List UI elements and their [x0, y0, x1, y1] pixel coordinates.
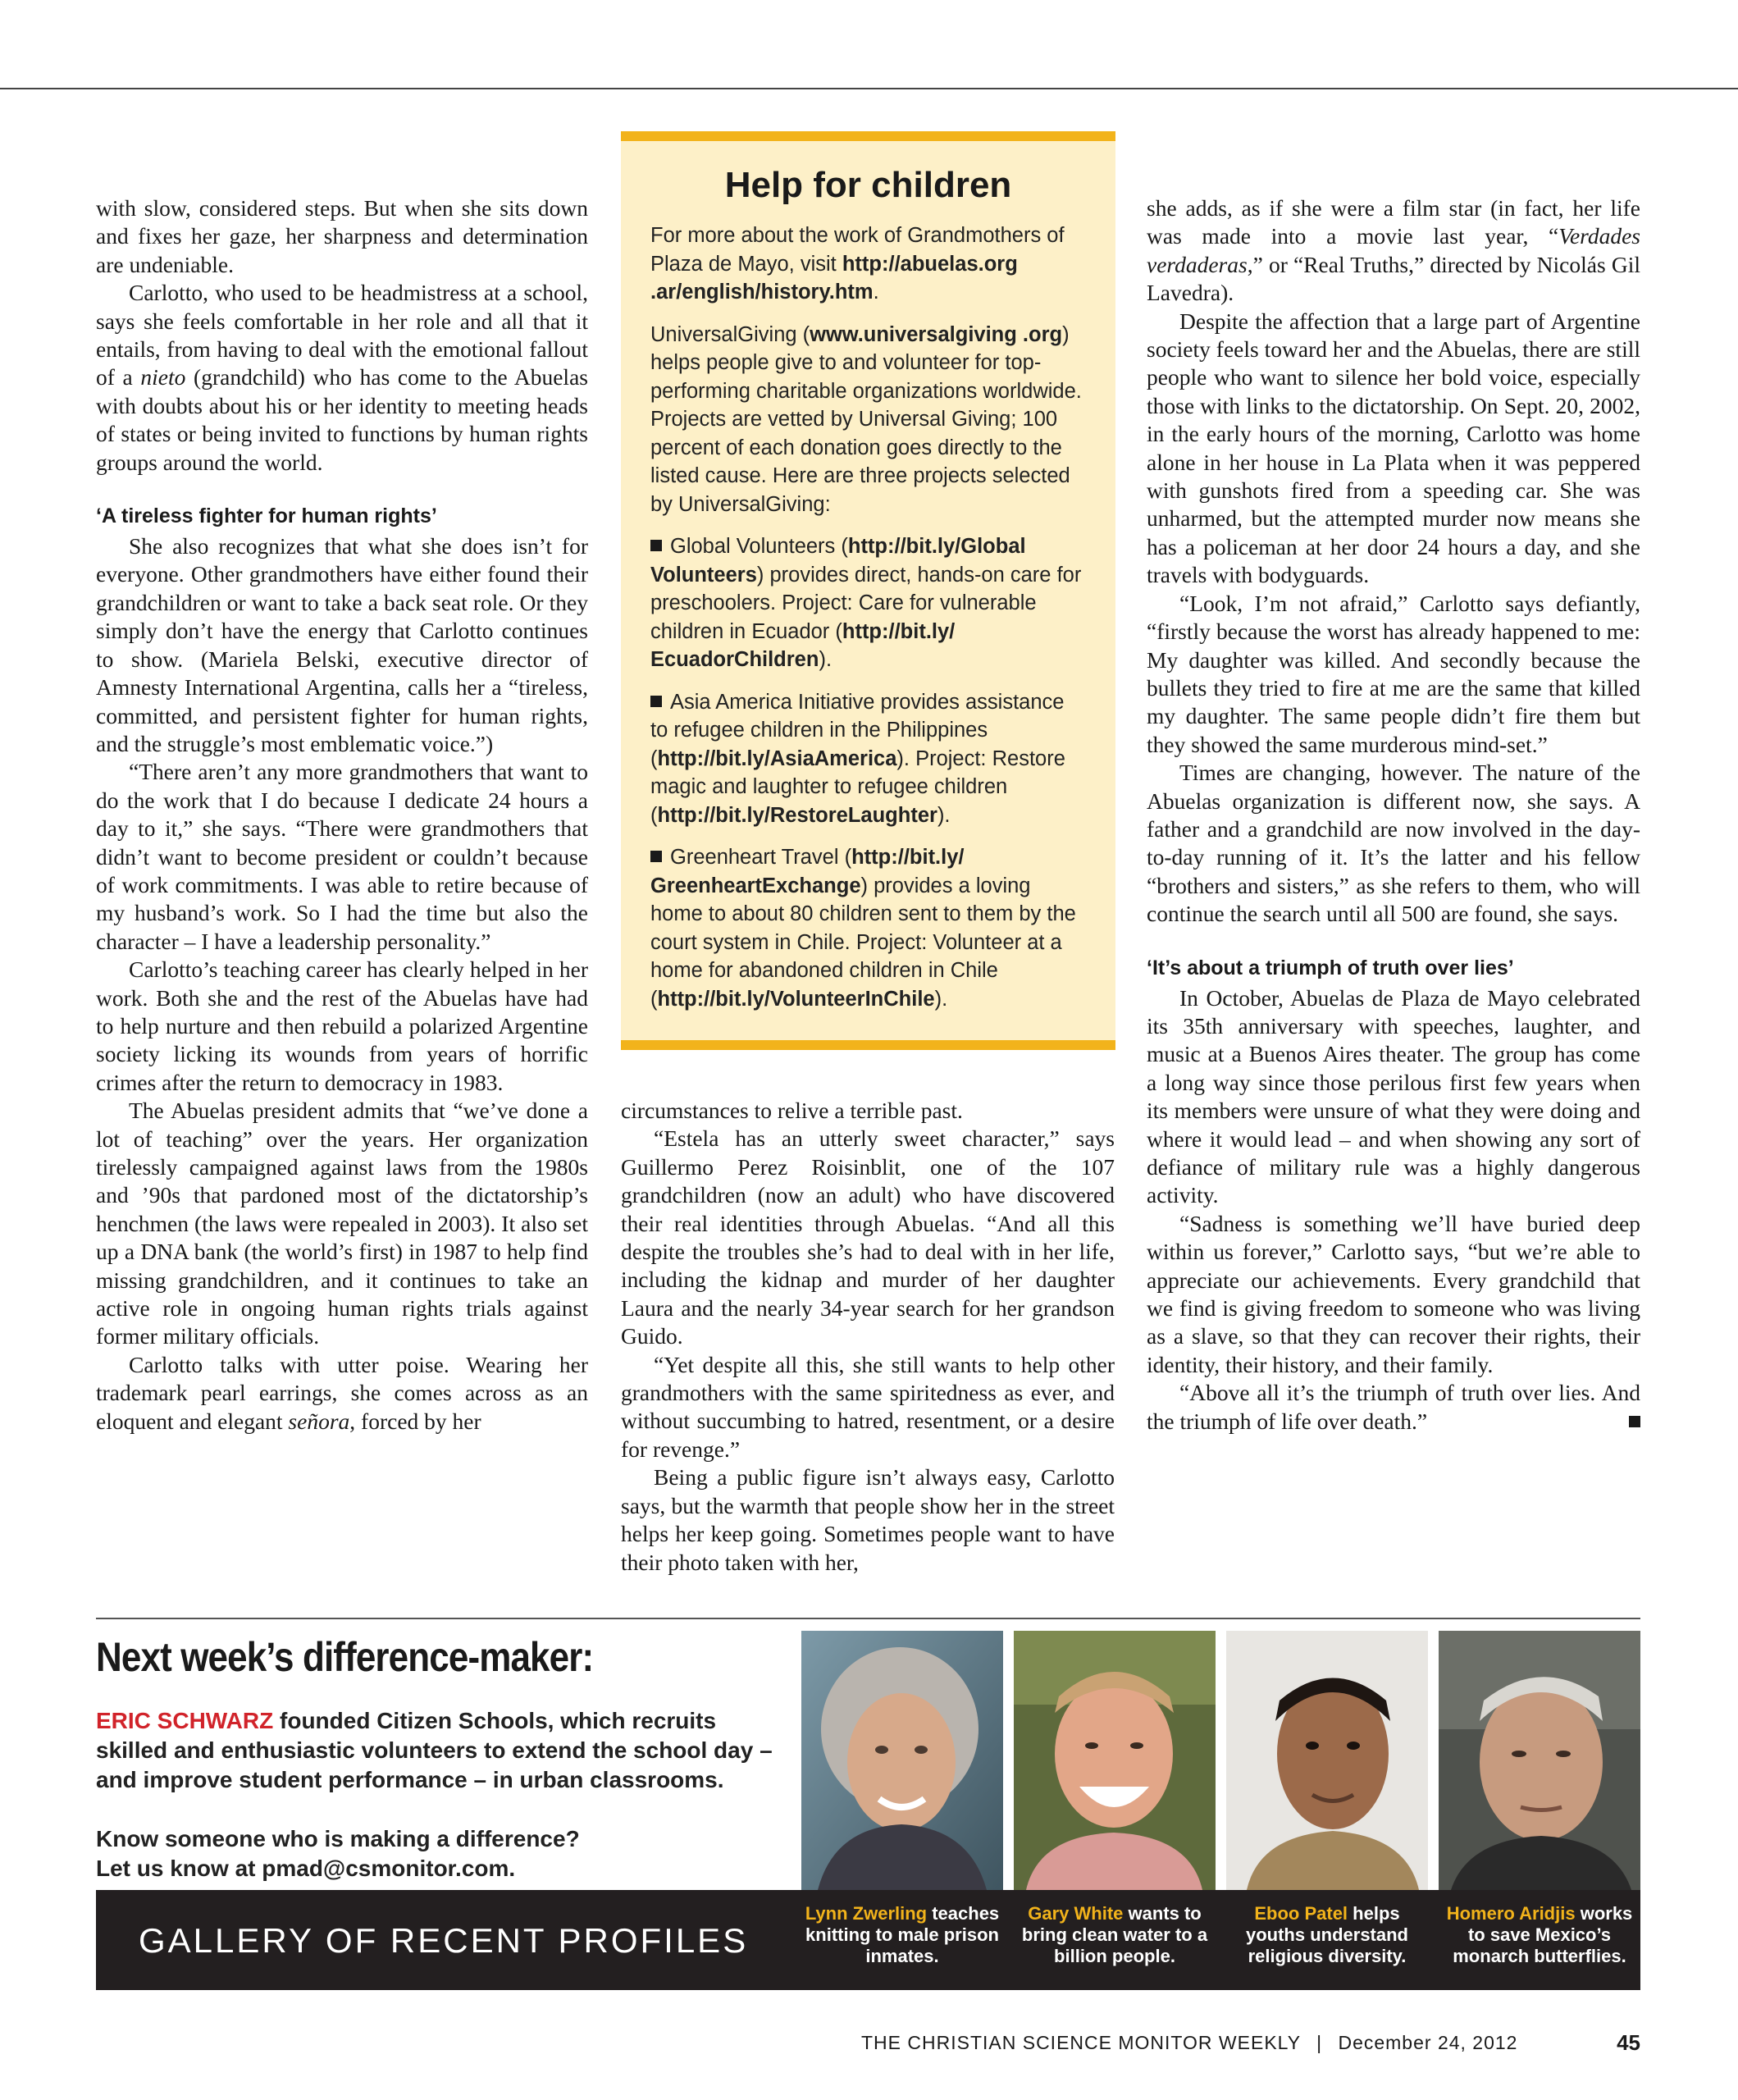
paragraph: “Yet despite all this, she still wants to help other grandmothers with the same spiritedness as ever, and without succumbing to hatred, resentment, or a desire for revenge.”: [621, 1351, 1115, 1462]
asia-america-link[interactable]: http://bit.ly/AsiaAmerica: [657, 746, 897, 770]
paragraph: Carlotto’s teaching career has clearly helped in her work. Both she and the rest of the Abuelas have had to help nurture and then rebuild a polarized Argentine society licking its wounds from years of horrific crimes after the return to democracy in 1983.: [96, 956, 588, 1095]
issue-date: December 24, 2012: [1338, 2032, 1518, 2053]
volunteer-in-chile-link[interactable]: http://bit.ly/VolunteerInChile: [657, 987, 935, 1011]
next-week-ask: Know someone who is making a difference? Let us know at pmad@csmonitor.com.: [96, 1824, 777, 1883]
article-column-3: [1147, 194, 1640, 1436]
paragraph: circumstances to relive a terrible past.: [621, 1098, 963, 1123]
section-rule: [96, 1618, 1640, 1619]
paragraph: she adds, as if she were a film star (in fact, her life was made into a movie last year, “Verdades verdaderas,” or “Real Truths,” directed by Nicolás Gil Lavedra).: [1147, 195, 1640, 306]
next-week-box: [96, 1632, 777, 1883]
publication-name: THE CHRISTIAN SCIENCE MONITOR WEEKLY: [861, 2032, 1301, 2053]
bullet-square-icon: [650, 851, 662, 862]
sidebar-paragraph: UniversalGiving (www.universalgiving .org) helps people give to and volunteer for top-performing charitable organizations worldwide. Projects are vetted by Universal Giving; 100 percent of each donation goes directly to the listed cause. Here are three projects selected by UniversalGiving:: [650, 322, 1082, 516]
gallery-banner: [96, 1890, 1640, 1990]
profile-caption[interactable]: Homero Aridjis works to save Mexico’s monarch butterflies.: [1446, 1903, 1633, 1966]
next-week-title: Next week’s difference-maker:: [96, 1634, 594, 1680]
page-number: 45: [1617, 2030, 1640, 2055]
end-mark-icon: [1629, 1416, 1640, 1427]
photo-homero-aridjis: [1439, 1631, 1640, 1890]
profile-caption[interactable]: Lynn Zwerling teaches knitting to male prison inmates.: [805, 1903, 1000, 1966]
article-column-1: [96, 194, 588, 1436]
paragraph: Despite the affection that a large part of Argentine society feels toward her and the Abuelas, there are still people who want to silence her bold voice, especially those with links to the dictatorship. On Sept. 20, 2002, in the early hours of the morning, Carlotto was home alone in her house in La Plata when it was peppered with gunshots fired from a speeding car. She was unharmed, but the attempted murder now means she has a policeman at her door 24 hours a day, and she travels with bodyguards.: [1147, 308, 1640, 588]
paragraph: Carlotto talks with utter poise. Wearing her trademark pearl earrings, she comes across as an eloquent and elegant señora, forced by her: [96, 1351, 588, 1434]
paragraph: Being a public figure isn’t always easy, Carlotto says, but the warmth that people show her in the street helps her keep going. Sometimes people want to have their photo taken with her,: [621, 1464, 1115, 1575]
profile-caption[interactable]: Gary White wants to bring clean water to a billion people.: [1021, 1903, 1208, 1966]
paragraph: The Abuelas president admits that “we’ve done a lot of teaching” over the years. Her organization tirelessly campaigned against laws from the 1980s and ’90s that pardoned most of the dictatorship’s henchmen (the laws were repealed in 2003). It also set up a DNA bank (the world’s first) in 1987 to help find missing grandchildren, and it continues to take an active role in ongoing human rights trials against former military officials.: [96, 1098, 588, 1349]
contact-email[interactable]: Let us know at pmad@csmonitor.com.: [96, 1856, 516, 1881]
global-volunteers-link[interactable]: http://bit.ly/Global Volunteers: [650, 535, 1026, 587]
photo-eboo-patel: [1226, 1631, 1428, 1890]
paragraph: “Sadness is something we’ll have buried deep within us forever,” Carlotto says, “but we’re able to appreciate our achievements. Every grandchild that we find is giving freedom to someone who was living as a slave, so that they can recover their rights, their identity, their history, and their family.: [1147, 1210, 1640, 1377]
page-footer: [861, 2032, 1640, 2054]
ecuador-children-link[interactable]: http://bit.ly/ EcuadorChildren: [650, 619, 956, 671]
paragraph: with slow, considered steps. But when she sits down and fixes her gaze, her sharpness and determination are undeniable.: [96, 195, 588, 277]
next-week-description: ERIC SCHWARZ founded Citizen Schools, which recruits skilled and enthusiastic volunteers to extend the school day – and improve student performance – in urban classrooms.: [96, 1708, 773, 1792]
paragraph: Carlotto, who used to be headmistress at a school, says she feels comfortable in her role and all that it entails, from having to deal with the emotional fallout of a nieto (grandchild) who has come to the Abuelas with doubts about his or her identity to meeting heads of states or being invited to functions by human rights groups around the world.: [96, 280, 588, 475]
profile-caption[interactable]: Eboo Patel helps youths understand religious diversity.: [1245, 1903, 1408, 1966]
profile-photos: [801, 1631, 1640, 1890]
greenheart-exchange-link[interactable]: http://bit.ly/ GreenheartExchange: [650, 846, 965, 897]
photo-gary-white: [1014, 1631, 1216, 1890]
bullet-square-icon: [650, 540, 662, 551]
photo-lynn-zwerling: [801, 1631, 1003, 1890]
top-rule: [0, 88, 1738, 89]
footer-separator: |: [1316, 2032, 1323, 2053]
paragraph: “Estela has an utterly sweet character,” says Guillermo Perez Roisinblit, one of the 107 grandchildren (now an adult) who have discovered their real identities through Abuelas. “And all this despite the troubles she’s had to deal with in her life, including the kidnap and murder of her daughter Laura and the nearly 34-year search for her grandson Guido.: [621, 1125, 1115, 1349]
help-for-children-sidebar: [621, 131, 1115, 1050]
paragraph: “Above all it’s the triumph of truth over lies. And the triumph of life over death.”: [1147, 1380, 1640, 1434]
restore-laughter-link[interactable]: http://bit.ly/RestoreLaughter: [657, 803, 937, 827]
subheading: ‘A tireless fighter for human rights’: [96, 504, 437, 528]
sidebar-project-item: Greenheart Travel (http://bit.ly/ GreenheartExchange) provides a loving home to about 80 children sent to them by the court system in Chile. Project: Volunteer at a home for abandoned children in Chile (http://bit.ly/VolunteerInChile).: [650, 846, 1076, 1011]
paragraph: “There aren’t any more grandmothers that want to do the work that I do because I dedicate 24 hours a day to it,” she says. “There were grandmothers that didn’t want to become president or couldn’t because of work commitments. I was able to retire because of my husband’s work. So I had the time but also the character – I have a leadership personality.”: [96, 759, 588, 954]
article-column-2: [621, 1097, 1115, 1577]
bullet-square-icon: [650, 696, 662, 707]
sidebar-project-item: Global Volunteers (http://bit.ly/Global Volunteers) provides direct, hands-on care for preschoolers. Project: Care for vulnerable children in Ecuador (http://bit.ly/ EcuadorChildren).: [650, 535, 1082, 671]
sidebar-title: Help for children: [724, 165, 1012, 205]
paragraph: “Look, I’m not afraid,” Carlotto says defiantly, “firstly because the worst has already happened to me: My daughter was killed. And secondly because the bullets they tried to fire at me are the same that killed my daughter. The same people didn’t fire them but they showed the same murderous mind-set.”: [1147, 590, 1640, 757]
paragraph: In October, Abuelas de Plaza de Mayo celebrated its 35th anniversary with speeches, laughter, and music at a Buenos Aires theater. The group has come a long way since those perilous first few years when its members were unsure of what they were doing and where it would lead – and when showing any sort of defiance of military rule was a highly dangerous activity.: [1147, 984, 1640, 1208]
paragraph: Times are changing, however. The nature of the Abuelas organization is different now, she says. A father and a grandchild are now involved in the day-to-day running of it. It’s the latter and his fellow “brothers and sisters,” as she refers to them, who will continue the search until all 500 are found, she says.: [1147, 760, 1640, 927]
gallery-title: GALLERY OF RECENT PROFILES: [139, 1921, 749, 1960]
paragraph: She also recognizes that what she does isn’t for everyone. Other grandmothers have either found their grandchildren or want to take a back seat role. Or they simply don’t have the energy that Carlotto continues to show. (Mariela Belski, executive director of Amnesty International Argentina, calls her a “tireless, committed, and persistent fighter for human rights, and the struggle’s most emblematic voice.”): [96, 533, 588, 756]
sidebar-paragraph: For more about the work of Grandmothers of Plaza de Mayo, visit http://abuelas.org .ar/english/history.htm.: [650, 224, 1065, 304]
universalgiving-link[interactable]: www.universalgiving .org: [810, 322, 1063, 346]
abuelas-link[interactable]: http://abuelas.org .ar/english/history.htm: [650, 252, 1018, 304]
subheading: ‘It’s about a triumph of truth over lies’: [1147, 956, 1514, 979]
sidebar-project-item: Asia America Initiative provides assistance to refugee children in the Philippines (http://bit.ly/AsiaAmerica). Project: Restore magic and laughter to refugee children (http://bit.ly/RestoreLaughter).: [650, 690, 1065, 827]
